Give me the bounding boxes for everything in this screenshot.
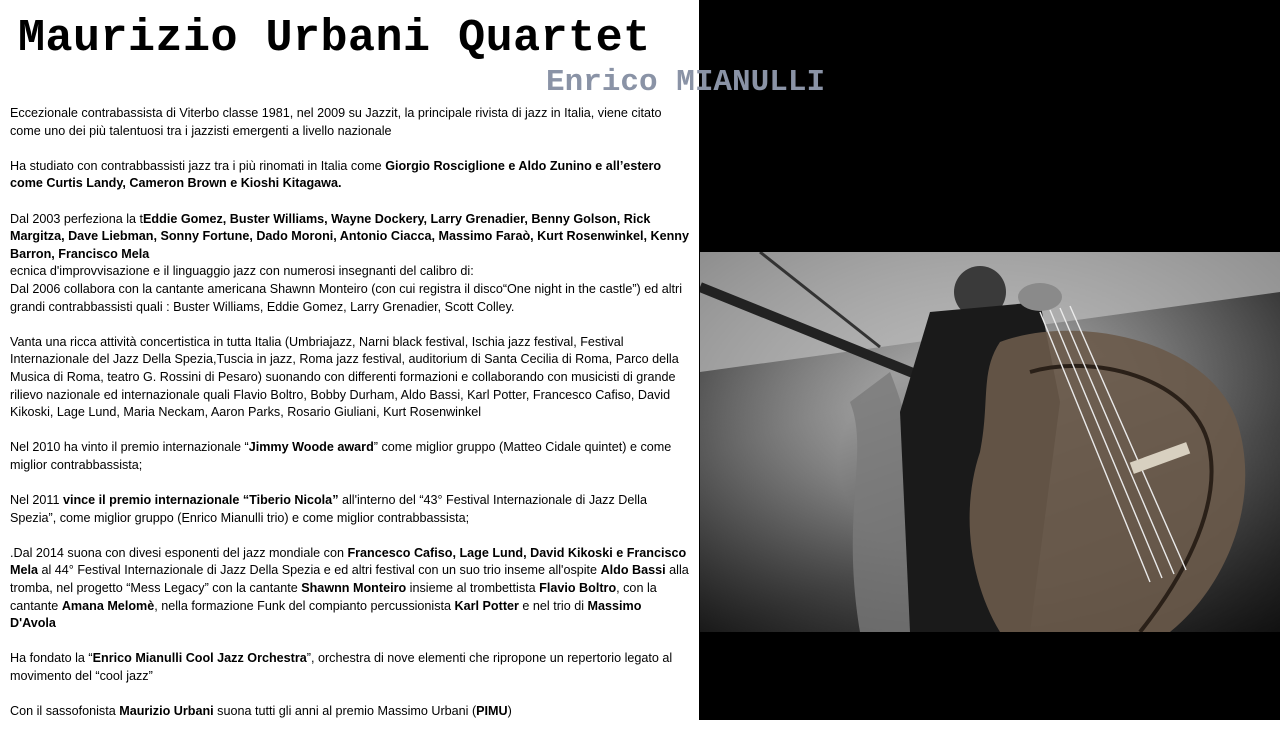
bassist-photo — [700, 252, 1280, 632]
bio-paragraph-2: Ha studiato con contrabbassisti jazz tra i più rinomati in Italia come Giorgio Rosciglione e Aldo Zunino e all’estero come Curtis Landy, Cameron Brown e Kioshi Kitagawa. — [10, 158, 662, 191]
bio-paragraph-7: .Dal 2014 suona con divesi esponenti del jazz mondiale con Francesco Cafiso, Lage Lund, David Kikoski e Francisco Mela al 44° Festival Internazionale di Jazz Della Spezia e ed altri festival con un suo trio inseme all'ospite Aldo Bassi alla tromba, nel progetto “Mess Legacy” con la cantante Shawnn Monteiro insieme al trombettista Flavio Boltro, con la cantante Amana Melomè, nella formazione Funk del compianto percussionista Karl Potter e nel trio di Massimo D'Avola — [10, 545, 689, 631]
bio-paragraph-3: Dal 2003 perfeziona la tEddie Gomez, Buster Williams, Wayne Dockery, Larry Grenadier, Benny Golson, Rick Margitza, Dave Liebman, Sonny Fortune, Dado Moroni, Antonio Ciacca, Massimo Faraò, Kurt Rosenwinkel, Kenny Barron, Francisco Mela ecnica d'improvvisazione e il linguaggio jazz con numerosi insegnanti del calibro di: Dal 2006 collabora con la cantante americana Shawnn Monteiro (con cui registra il disco“One night in the castle”) ed altri grandi contrabbassisti quali : Buster Williams, Eddie Gomez, Larry Grenadier, Scott Colley. — [10, 211, 689, 314]
bio-paragraph-5: Nel 2010 ha vinto il premio internazionale “Jimmy Woode award” come miglior gruppo (Matteo Cidale quintet) e come miglior contrabbassista; — [10, 440, 672, 472]
biography — [10, 105, 690, 738]
bio-paragraph-8: Ha fondato la “Enrico Mianulli Cool Jazz Orchestra”, orchestra di nove elementi che ripropone un repertorio legato al movimento del “cool jazz” — [10, 651, 673, 683]
bio-paragraph-6: Nel 2011 vince il premio internazionale “Tiberio Nicola” all'interno del “43° Festival Internazionale di Jazz Della Spezia”, come miglior gruppo (Enrico Mianulli trio) e come miglior contrabbassista; — [10, 493, 647, 525]
bio-paragraph-9: Con il sassofonista Maurizio Urbani suona tutti gli anni al premio Massimo Urbani (PIMU) — [10, 704, 512, 719]
page-subtitle: Enrico MIANULLI — [546, 65, 826, 100]
bio-paragraph-4: Vanta una ricca attività concertistica in tutta Italia (Umbriajazz, Narni black festival, Ischia jazz festival, Festival Internazionale del Jazz Della Spezia,Tuscia in jazz, Roma jazz festival, auditorium di Santa Cecilia di Roma, Parco della Musica di Roma, teatro G. Rossini di Pesaro) suonando con differenti formazioni e collaborando con musicisti di grande rilievo nazionale ed internazionale quali Flavio Boltro, Bobby Durham, Aldo Bassi, Karl Potter, Francesco Cafiso, David Kikoski, Lage Lund, Maria Neckam, Aaron Parks, Rosario Giuliani, Kurt Rosenwinkel — [10, 334, 679, 420]
bassist-photo-illustration — [700, 252, 1280, 632]
bio-paragraph-1: Eccezionale contrabassista di Viterbo classe 1981, nel 2009 su Jazzit, la principale rivista di jazz in Italia, viene citato come uno dei più talentuosi tra i jazzisti emergenti a livello nazionale — [10, 106, 662, 138]
page-title: Maurizio Urbani Quartet — [18, 13, 651, 64]
